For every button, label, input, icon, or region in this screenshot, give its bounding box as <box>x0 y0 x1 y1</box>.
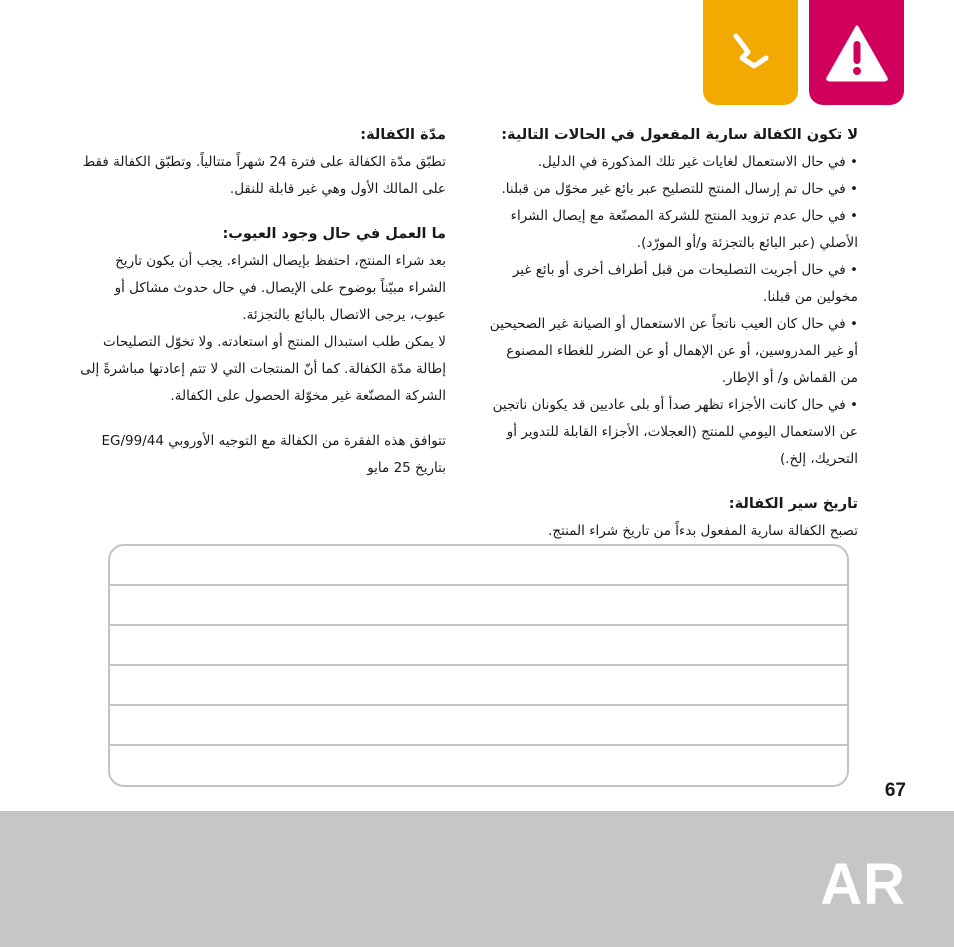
tool-badge <box>703 0 798 105</box>
defect-heading: ما العمل في حال وجود العيوب: <box>222 226 446 242</box>
warning-badge <box>809 0 904 105</box>
exclusions-list <box>486 149 858 473</box>
exclusion-item: • في حال أجريت التصليحات من قبل أطراف أخرى أو بائع غير مخولين من قبلنا. <box>486 257 858 311</box>
notes-table <box>108 544 849 787</box>
exclusions-heading: لا تكون الكفالة سارية المفعول في الحالات التالية: <box>501 127 858 143</box>
defect-text-1: بعد شراء المنتج، احتفظ بإيصال الشراء. يجب أن يكون تاريخ الشراء مبيّناً بوضوح على الإيصال. في حال حدوث مشاكل أو عيوب، يرجى الاتصال بالبائع بالتجزئة. <box>114 253 446 323</box>
duration-text: تطبّق مدّة الكفالة على فترة 24 شهراً متتالياً. وتطبّق الكفالة فقط على المالك الأول وهي غير قابلة للنقل. <box>82 154 446 197</box>
right-column <box>486 122 858 545</box>
page-number: 67 <box>884 780 906 801</box>
footer-band <box>0 811 954 947</box>
table-row <box>110 546 847 586</box>
spacer <box>78 203 446 221</box>
exclusion-item: • في حال تم إرسال المنتج للتصليح عبر بائع غير مخوّل من قبلنا. <box>486 176 858 203</box>
left-column <box>78 122 446 482</box>
table-row <box>110 626 847 666</box>
exclusion-item: • في حال كان العيب ناتجاً عن الاستعمال أو الصيانة غير الصحيحين أو غير المدروسين، أو عن الإهمال أو عن الضرر للغطاء المصنوع من القماش و/ أو الإطار. <box>486 311 858 392</box>
language-code: AR <box>820 852 906 917</box>
start-text: تصبح الكفالة سارية المفعول بدءاً من تاريخ شراء المنتج. <box>548 523 858 539</box>
table-row <box>110 746 847 786</box>
warning-triangle-icon <box>825 24 889 82</box>
spacer <box>78 410 446 428</box>
tool-icon <box>726 28 776 78</box>
exclusion-item: • في حال كانت الأجزاء تظهر صدأ أو بلى عاديين قد يكونان ناتجين عن الاستعمال اليومي للمنتج (العجلات، الأجزاء القابلة للتدوير أو التحريك، إلخ.) <box>486 392 858 473</box>
exclusion-item: • في حال عدم تزويد المنتج للشركة المصنّعة مع إيصال الشراء الأصلي (عبر البائع بالتجزئة و/أو المورّد). <box>486 203 858 257</box>
exclusion-item: • في حال الاستعمال لغايات غير تلك المذكورة في الدليل. <box>486 149 858 176</box>
duration-heading: مدّة الكفالة: <box>360 127 446 143</box>
table-row <box>110 706 847 746</box>
directive-line-1: تتوافق هذه الفقرة من الكفالة مع التوجيه الأوروبي EG/99/44 <box>101 433 446 449</box>
defect-text-2: لا يمكن طلب استبدال المنتج أو استعادته. ولا تخوّل التصليحات إطالة مدّة الكفالة. كما أنّ المنتجات التي لا تتم إعادتها مباشرةً إلى الشركة المصنّعة غير مخوّلة الحصول على الكفالة. <box>80 334 446 404</box>
directive-line-2: بتاريخ 25 مايو <box>367 460 446 476</box>
table-row <box>110 586 847 626</box>
spacer <box>486 473 858 491</box>
table-row <box>110 666 847 706</box>
start-heading: تاريخ سير الكفالة: <box>728 496 858 512</box>
